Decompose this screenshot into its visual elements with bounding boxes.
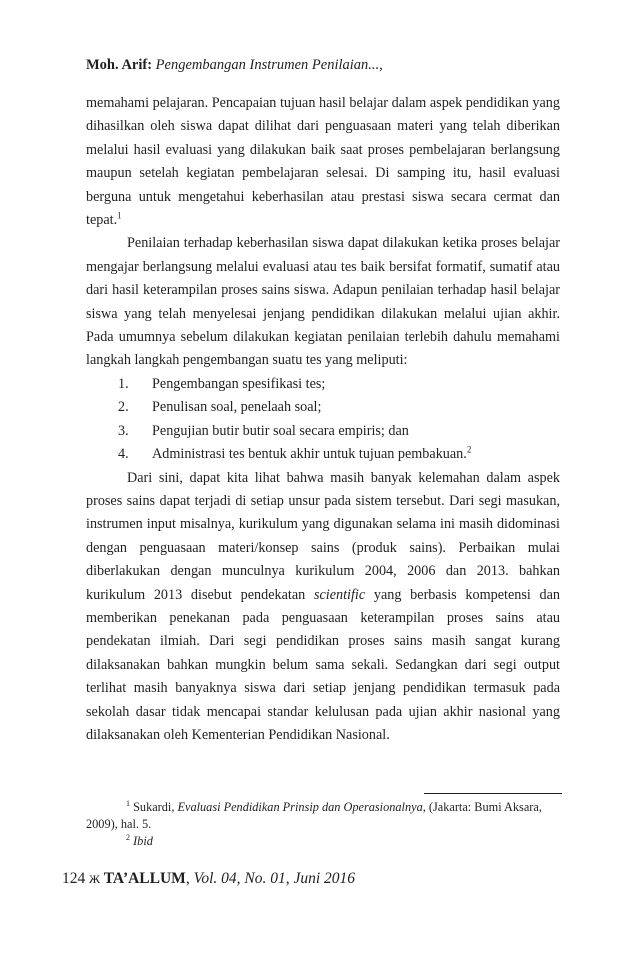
list-number: 1. bbox=[118, 375, 129, 392]
list-number: 3. bbox=[118, 422, 129, 439]
footnote-1 bbox=[86, 799, 562, 833]
list-text-4: Administrasi tes bentuk akhir untuk tujuan pembakuan. bbox=[152, 446, 467, 463]
list-item bbox=[86, 373, 560, 396]
journal-name: TA’ALLUM bbox=[103, 870, 186, 887]
footnote-1-publisher: (Jakarta: Bumi Aksara, 2009), hal. 5. bbox=[86, 800, 542, 831]
list-text bbox=[152, 443, 471, 466]
list-number: 4. bbox=[118, 446, 129, 463]
page-footer bbox=[62, 870, 355, 888]
footnote-ref-2: 2 bbox=[466, 444, 472, 455]
paragraph-3-text-b: yang berbasis kompetensi dan memberikan penekanan pada penguasaan keterampilan proses sains atau pendekatan ilmiah. Dari segi pendidikan proses sains masih sangat kurang dilaksanakan bahkan mungkin belum sama sekali. Sedangkan dari segi output terlihat masih banyaknya siswa dari setiap jenjang pendidikan termasuk pada sekolah dasar tidak mencapai standar kelulusan pada ujian akhir nasional yang dilaksanakan oleh Kementerian Pendidikan Nasional. bbox=[86, 586, 561, 743]
footnote-ref-1: 1 bbox=[117, 210, 122, 221]
list-text: Penulisan soal, penelaah soal; bbox=[152, 399, 322, 416]
main-text bbox=[86, 92, 560, 747]
list-item bbox=[86, 443, 560, 466]
test-steps-list bbox=[86, 373, 560, 467]
page-number: 124 bbox=[62, 870, 86, 887]
paragraph-1-text: memahami pelajaran. Pencapaian tujuan hasil belajar dalam aspek pendidikan yang dihasilkan oleh siswa dapat dilihat dari penguasaan materi yang telah diberikan melalui hasil evaluasi yang dilakukan baik saat proses pembelajaran berlangsung maupun setelah kegiatan pembelajaran selesai. Di samping itu, hasil evaluasi berguna untuk mengetahui keberhasilan atau prestasi siswa secara cermat dan tepat. bbox=[86, 95, 560, 229]
list-number: 2. bbox=[118, 399, 129, 416]
footnote-divider bbox=[424, 793, 562, 794]
paragraph-1 bbox=[86, 92, 560, 232]
footnotes bbox=[86, 799, 562, 850]
list-text: Pengujian butir butir soal secara empiris; dan bbox=[152, 422, 409, 439]
footnote-number: 1 bbox=[126, 798, 130, 808]
paragraph-3-text-a: Dari sini, dapat kita lihat bahwa masih banyak kelemahan dalam aspek proses sains dapat terjadi di setiap unsur pada sistem tersebut. Dari segi masukan, instrumen input misalnya, kurikulum yang digunakan selama ini masih didominasi dengan penguasaan materi/konsep sains (produk sains). Perbaikan mulai diberlakukan dengan munculnya kurikulum 2004, 2006 dan 2013. bahkan kurikulum 2013 disebut pendekatan bbox=[86, 469, 560, 603]
list-item bbox=[86, 420, 560, 443]
list-item bbox=[86, 396, 560, 419]
header-title: Pengembangan Instrumen Penilaian..., bbox=[155, 57, 383, 73]
paragraph-3-italic: scientific bbox=[313, 586, 366, 603]
footnote-2 bbox=[86, 833, 562, 850]
paragraph-3 bbox=[86, 467, 560, 748]
footnote-2-title: Ibid bbox=[133, 834, 153, 848]
footer-separator-glyph: ж bbox=[89, 870, 100, 887]
footnote-1-author: Sukardi, bbox=[133, 800, 175, 814]
list-text: Pengembangan spesifikasi tes; bbox=[152, 375, 326, 392]
journal-volume: , Vol. 04, No. 01, Juni 2016 bbox=[185, 870, 356, 887]
running-header bbox=[86, 56, 566, 74]
footnote-1-title: Evaluasi Pendidikan Prinsip dan Operasionalnya, bbox=[177, 800, 426, 814]
header-author: Moh. Arif: bbox=[86, 57, 153, 73]
paragraph-2: Penilaian terhadap keberhasilan siswa dapat dilakukan ketika proses belajar mengajar berlangsung melalui evaluasi atau tes baik bersifat formatif, sumatif atau dari hasil keterampilan proses sains siswa. Adapun penilaian terhadap hasil belajar siswa yang telah menyelesai jenjang pendidikan dilakukan melalui ujian akhir. Pada umumnya sebelum dilakukan kegiatan penilaian terlebih dahulu memahami langkah langkah pengembangan suatu tes yang meliputi: bbox=[86, 235, 560, 369]
footnote-number: 2 bbox=[126, 832, 130, 842]
